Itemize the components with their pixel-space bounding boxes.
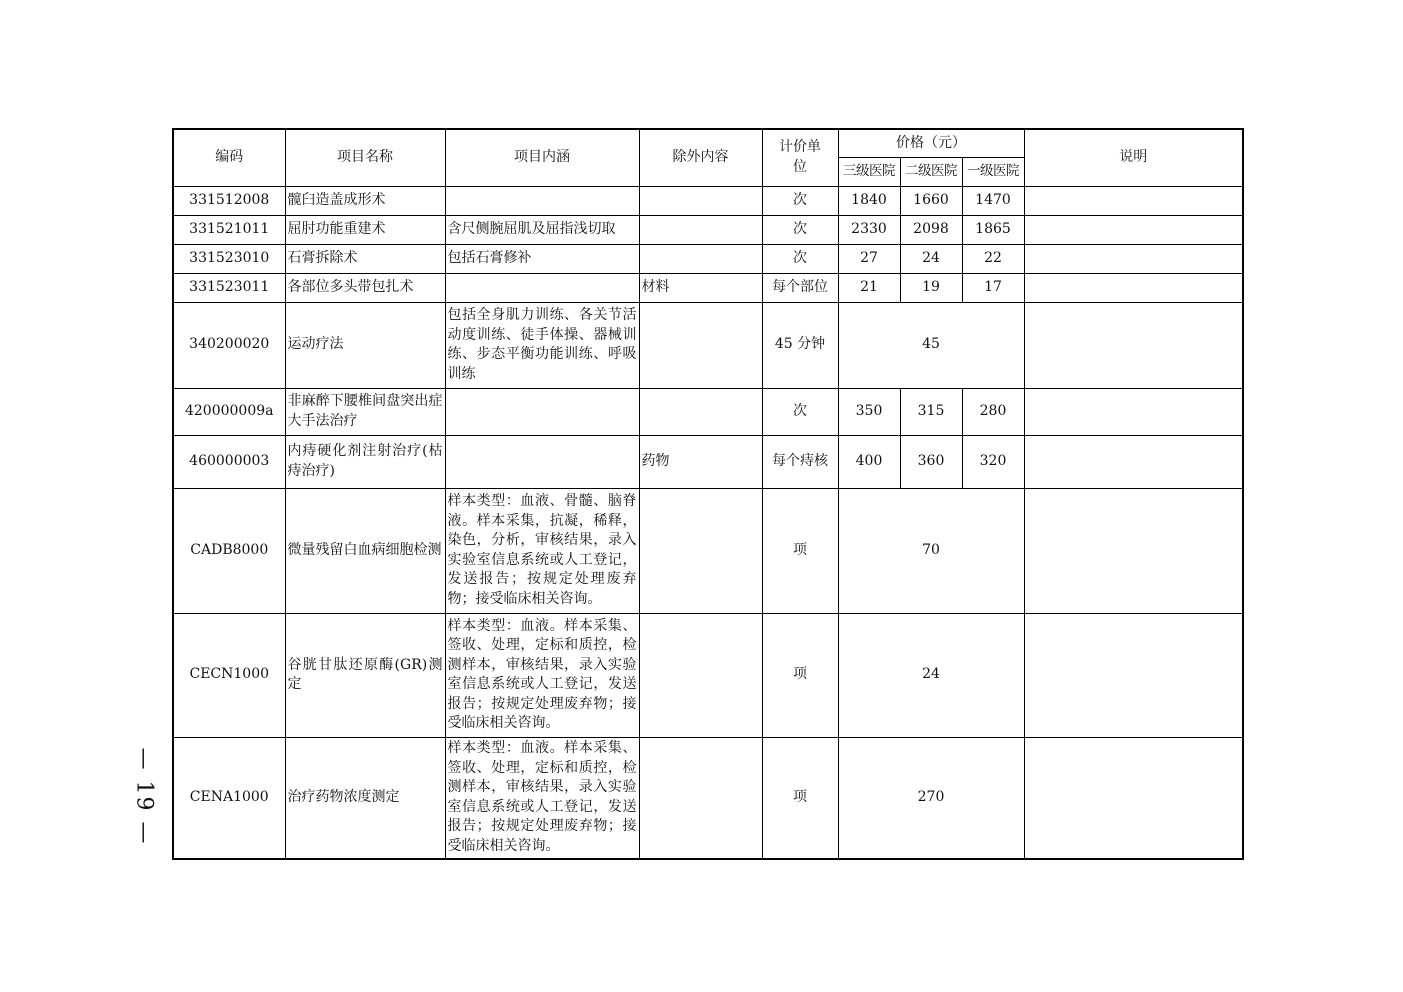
cell-price-uniform: 45 <box>838 302 1024 388</box>
cell-content <box>445 273 639 302</box>
cell-code: 331521011 <box>173 215 285 244</box>
cell-name: 非麻醉下腰椎间盘突出症大手法治疗 <box>285 388 445 435</box>
cell-remark <box>1024 737 1243 859</box>
header-content: 项目内涵 <box>445 129 639 186</box>
cell-price-level2: 315 <box>900 388 962 435</box>
cell-content: 含尺侧腕屈肌及屈指浅切取 <box>445 215 639 244</box>
cell-code: 331523011 <box>173 273 285 302</box>
cell-name: 运动疗法 <box>285 302 445 388</box>
cell-name: 髋臼造盖成形术 <box>285 186 445 215</box>
cell-remark <box>1024 302 1243 388</box>
table-row <box>173 186 1243 215</box>
cell-code: 331512008 <box>173 186 285 215</box>
header-code: 编码 <box>173 129 285 186</box>
cell-exclusion <box>639 613 762 737</box>
cell-remark <box>1024 215 1243 244</box>
cell-price-level1: 320 <box>962 435 1024 488</box>
cell-price-level1: 1470 <box>962 186 1024 215</box>
cell-unit: 项 <box>762 488 838 613</box>
cell-exclusion <box>639 215 762 244</box>
cell-code: 460000003 <box>173 435 285 488</box>
cell-unit: 项 <box>762 613 838 737</box>
table-row <box>173 388 1243 435</box>
cell-remark <box>1024 186 1243 215</box>
table-row <box>173 215 1243 244</box>
cell-price-level3: 1840 <box>838 186 900 215</box>
cell-unit: 每个痔核 <box>762 435 838 488</box>
header-unit: 计价单位 <box>762 129 838 186</box>
cell-exclusion <box>639 737 762 859</box>
header-level3: 三级医院 <box>838 157 900 186</box>
cell-content: 样本类型：血液。样本采集、签收、处理，定标和质控，检测样本，审核结果，录入实验室信息系统或人工登记，发送报告；按规定处理废弃物；接受临床相关咨询。 <box>445 613 639 737</box>
cell-remark <box>1024 273 1243 302</box>
table-row <box>173 435 1243 488</box>
cell-name: 石膏拆除术 <box>285 244 445 273</box>
header-exclusion: 除外内容 <box>639 129 762 186</box>
table-row <box>173 244 1243 273</box>
cell-price-level2: 24 <box>900 244 962 273</box>
cell-price-level2: 360 <box>900 435 962 488</box>
cell-name: 治疗药物浓度测定 <box>285 737 445 859</box>
cell-remark <box>1024 388 1243 435</box>
cell-exclusion <box>639 388 762 435</box>
cell-exclusion: 材料 <box>639 273 762 302</box>
cell-price-level3: 27 <box>838 244 900 273</box>
cell-price-level2: 19 <box>900 273 962 302</box>
cell-exclusion <box>639 302 762 388</box>
table-row <box>173 302 1243 388</box>
cell-price-uniform: 70 <box>838 488 1024 613</box>
cell-name: 谷胱甘肽还原酶(GR)测定 <box>285 613 445 737</box>
cell-price-level3: 350 <box>838 388 900 435</box>
header-name: 项目名称 <box>285 129 445 186</box>
cell-name: 各部位多头带包扎术 <box>285 273 445 302</box>
cell-price-uniform: 270 <box>838 737 1024 859</box>
cell-content: 包括石膏修补 <box>445 244 639 273</box>
header-level2: 二级医院 <box>900 157 962 186</box>
page-number <box>127 748 161 844</box>
header-remark: 说明 <box>1024 129 1243 186</box>
cell-unit: 项 <box>762 737 838 859</box>
cell-exclusion <box>639 488 762 613</box>
table-header <box>173 129 1243 186</box>
cell-price-level3: 21 <box>838 273 900 302</box>
cell-remark <box>1024 488 1243 613</box>
cell-price-level1: 1865 <box>962 215 1024 244</box>
cell-unit: 次 <box>762 186 838 215</box>
cell-name: 内痔硬化剂注射治疗(枯痔治疗) <box>285 435 445 488</box>
cell-price-level3: 2330 <box>838 215 900 244</box>
table-row <box>173 613 1243 737</box>
cell-exclusion <box>639 244 762 273</box>
page-number-text: — 19 — <box>131 747 157 845</box>
cell-code: CENA1000 <box>173 737 285 859</box>
cell-unit: 次 <box>762 215 838 244</box>
cell-content: 样本类型：血液、骨髓、脑脊液。样本采集，抗凝，稀释，染色，分析，审核结果，录入实验室信息系统或人工登记，发送报告；按规定处理废弃物；接受临床相关咨询。 <box>445 488 639 613</box>
cell-price-level2: 1660 <box>900 186 962 215</box>
cell-price-level1: 22 <box>962 244 1024 273</box>
cell-code: 340200020 <box>173 302 285 388</box>
cell-exclusion <box>639 186 762 215</box>
cell-content <box>445 435 639 488</box>
table-row <box>173 737 1243 859</box>
cell-code: 420000009a <box>173 388 285 435</box>
cell-content <box>445 388 639 435</box>
cell-content <box>445 186 639 215</box>
cell-unit: 次 <box>762 244 838 273</box>
cell-code: CECN1000 <box>173 613 285 737</box>
header-price-group: 价格（元） <box>838 129 1024 157</box>
cell-content: 样本类型：血液。样本采集、签收、处理，定标和质控，检测样本，审核结果，录入实验室信息系统或人工登记，发送报告；按规定处理废弃物；接受临床相关咨询。 <box>445 737 639 859</box>
cell-remark <box>1024 613 1243 737</box>
cell-name: 屈肘功能重建术 <box>285 215 445 244</box>
cell-code: CADB8000 <box>173 488 285 613</box>
cell-code: 331523010 <box>173 244 285 273</box>
cell-price-uniform: 24 <box>838 613 1024 737</box>
cell-remark <box>1024 244 1243 273</box>
cell-exclusion: 药物 <box>639 435 762 488</box>
cell-price-level3: 400 <box>838 435 900 488</box>
cell-price-level1: 280 <box>962 388 1024 435</box>
cell-unit: 次 <box>762 388 838 435</box>
table-row <box>173 488 1243 613</box>
cell-unit: 每个部位 <box>762 273 838 302</box>
cell-unit: 45 分钟 <box>762 302 838 388</box>
cell-price-level1: 17 <box>962 273 1024 302</box>
cell-price-level2: 2098 <box>900 215 962 244</box>
cell-name: 微量残留白血病细胞检测 <box>285 488 445 613</box>
cell-remark <box>1024 435 1243 488</box>
header-level1: 一级医院 <box>962 157 1024 186</box>
table-row <box>173 273 1243 302</box>
fee-table <box>172 128 1244 860</box>
cell-content: 包括全身肌力训练、各关节活动度训练、徒手体操、器械训练、步态平衡功能训练、呼吸训练 <box>445 302 639 388</box>
